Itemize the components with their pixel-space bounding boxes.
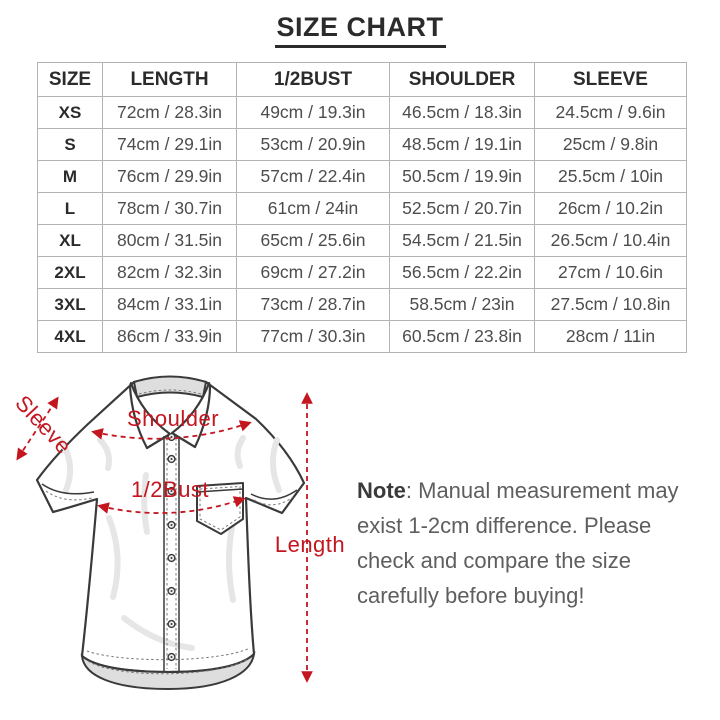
col-header-halfbust: 1/2BUST (237, 63, 390, 97)
size-cell: XL (38, 225, 103, 257)
measurement-cell: 48.5cm / 19.1in (390, 129, 535, 161)
size-cell: 3XL (38, 289, 103, 321)
measurement-cell: 77cm / 30.3in (237, 321, 390, 353)
size-cell: 4XL (38, 321, 103, 353)
size-table-body (38, 97, 687, 353)
measurement-cell: 72cm / 28.3in (103, 97, 237, 129)
measurement-cell: 46.5cm / 18.3in (390, 97, 535, 129)
measurement-cell: 26cm / 10.2in (535, 193, 687, 225)
measurement-cell: 53cm / 20.9in (237, 129, 390, 161)
measurement-cell: 58.5cm / 23in (390, 289, 535, 321)
col-header-sleeve: SLEEVE (535, 63, 687, 97)
measurement-cell: 57cm / 22.4in (237, 161, 390, 193)
measurement-cell: 24.5cm / 9.6in (535, 97, 687, 129)
length-label: Length (274, 532, 346, 557)
sleeve-label: Sleeve (10, 390, 77, 459)
measurement-cell: 84cm / 33.1in (103, 289, 237, 321)
table-row (38, 193, 687, 225)
measurement-cell: 56.5cm / 22.2in (390, 257, 535, 289)
measurement-cell: 52.5cm / 20.7in (390, 193, 535, 225)
measurement-cell: 28cm / 11in (535, 321, 687, 353)
measurement-cell: 54.5cm / 21.5in (390, 225, 535, 257)
measurement-cell: 80cm / 31.5in (103, 225, 237, 257)
measurement-cell: 49cm / 19.3in (237, 97, 390, 129)
table-row (38, 129, 687, 161)
table-row (38, 225, 687, 257)
measurement-cell: 26.5cm / 10.4in (535, 225, 687, 257)
col-header-size: SIZE (38, 63, 103, 97)
measurement-cell: 50.5cm / 19.9in (390, 161, 535, 193)
size-cell: XS (38, 97, 103, 129)
size-table-header (38, 63, 687, 97)
measurement-cell: 86cm / 33.9in (103, 321, 237, 353)
measurement-cell: 76cm / 29.9in (103, 161, 237, 193)
size-table (37, 62, 687, 353)
shirt-measurement-diagram (0, 368, 350, 720)
size-cell: L (38, 193, 103, 225)
half-bust-label: 1/2Bust (130, 477, 210, 502)
measurement-cell: 61cm / 24in (237, 193, 390, 225)
measurement-cell: 82cm / 32.3in (103, 257, 237, 289)
measurement-cell: 73cm / 28.7in (237, 289, 390, 321)
col-header-length: LENGTH (103, 63, 237, 97)
measurement-cell: 27.5cm / 10.8in (535, 289, 687, 321)
table-row (38, 321, 687, 353)
page-title: SIZE CHART (275, 12, 446, 48)
measurement-cell: 60.5cm / 23.8in (390, 321, 535, 353)
col-header-shoulder: SHOULDER (390, 63, 535, 97)
size-cell: 2XL (38, 257, 103, 289)
shoulder-label: Shoulder (126, 406, 220, 431)
measurement-cell: 69cm / 27.2in (237, 257, 390, 289)
note-text: : Manual measurement may exist 1-2cm difference. Please check and compare the size carefully before buying! (357, 478, 679, 608)
table-row (38, 97, 687, 129)
measurement-cell: 25.5cm / 10in (535, 161, 687, 193)
size-cell: M (38, 161, 103, 193)
table-row (38, 161, 687, 193)
measurement-note (357, 473, 683, 613)
table-row (38, 289, 687, 321)
title-row (0, 12, 720, 48)
note-label: Note (357, 478, 406, 503)
measurement-cell: 65cm / 25.6in (237, 225, 390, 257)
measurement-cell: 27cm / 10.6in (535, 257, 687, 289)
size-cell: S (38, 129, 103, 161)
header-row (38, 63, 687, 97)
measurement-cell: 78cm / 30.7in (103, 193, 237, 225)
measurement-cell: 25cm / 9.8in (535, 129, 687, 161)
table-row (38, 257, 687, 289)
measurement-cell: 74cm / 29.1in (103, 129, 237, 161)
